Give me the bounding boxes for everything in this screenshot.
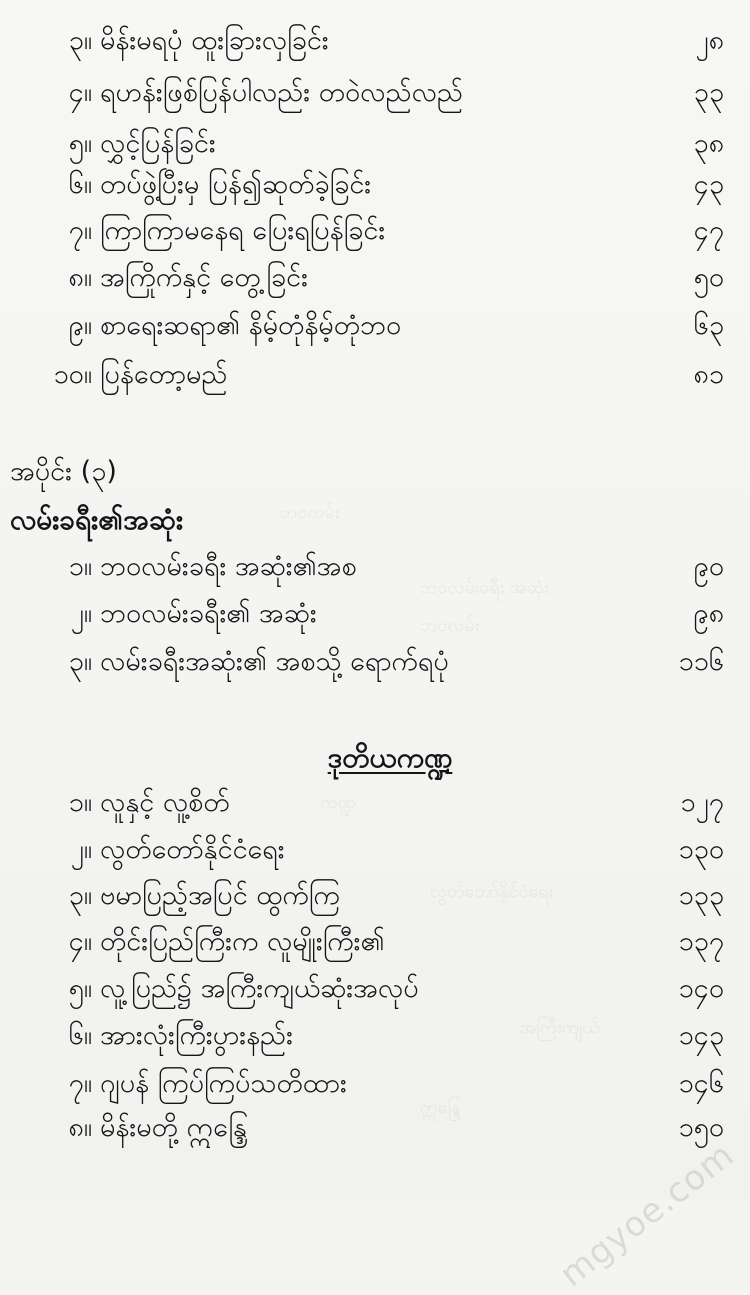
toc-title: မိန်းမရပုံ ထူးခြားလှခြင်း (100, 25, 329, 56)
toc-row (36, 1064, 724, 1104)
section-title: လမ်းခရီး၏အဆုံး (10, 503, 184, 536)
toc-title: ဗမာပြည့်အပြင် ထွက်ကြ (100, 880, 340, 911)
toc-page-number: ၁၅၀ (678, 1112, 724, 1143)
toc-row (36, 165, 724, 205)
toc-row (36, 258, 724, 298)
toc-title: စာရေးဆရာ၏ နိမ့်တုံနိမ့်တုံဘဝ (100, 310, 402, 341)
bleed-through-text: ဘဝလမ်း (280, 502, 340, 523)
toc-page-number: ၁၂၇ (680, 787, 724, 818)
toc-title: တိုင်းပြည်ကြီးက လူမျိုးကြီး၏ (100, 926, 385, 957)
toc-page-number: ၁၃၃ (678, 880, 724, 911)
section-label: အပိုင်း (၃) (10, 456, 117, 487)
toc-row (36, 876, 724, 916)
toc-page-number: ၉၀ (693, 551, 724, 582)
toc-row (36, 1016, 724, 1056)
toc-number: ၃။ (68, 646, 92, 677)
toc-title: အကြိုက်နှင့် တွေ့ခြင်း (100, 262, 308, 293)
bleed-through-text: ဘဝလမ်းခရီး အဆုံး (420, 577, 549, 598)
toc-title: လွှင့်ပြန်ခြင်း (100, 128, 216, 159)
toc-title: ကြာကြာမနေရ ပြေးရပြန်ခြင်း (100, 215, 386, 246)
toc-page-number: ၆၃ (693, 310, 724, 341)
toc-page-number: ၁၁၆ (678, 646, 724, 677)
toc-title: လူ့ပြည်၌ အကြီးကျယ်ဆုံးအလုပ် (100, 973, 419, 1004)
toc-page-number: ၉၈ (693, 598, 724, 629)
toc-row (36, 124, 724, 164)
toc-number: ၁။ (68, 551, 92, 582)
toc-page-number: ၁၃၀ (678, 834, 724, 865)
toc-number: ၆။ (68, 1020, 92, 1051)
toc-page-number: ၁၄၆ (678, 1068, 724, 1099)
toc-row (36, 642, 724, 682)
toc-title: မိန်းမတို့ ဣန္ဒြေ (100, 1112, 247, 1143)
toc-row (36, 830, 724, 870)
toc-page-number: ၃၈ (693, 128, 724, 159)
bleed-through-text: ဣန္ဒြေ (420, 1097, 461, 1118)
toc-page-number: ၂၈ (695, 25, 724, 56)
chapter-heading: ဒုတိယကဏ္ဍ (327, 741, 453, 774)
watermark: mgyoe.com (552, 1134, 742, 1295)
toc-row (36, 355, 724, 395)
toc-row (36, 922, 724, 962)
toc-number: ၁။ (68, 787, 92, 818)
toc-number: ၆။ (68, 169, 92, 200)
toc-number: ၄။ (68, 77, 92, 108)
toc-title: လူနှင့် လူ့စိတ် (100, 787, 230, 818)
toc-page-number: ၁၄၃ (678, 1020, 724, 1051)
toc-title: အားလုံးကြီးပွားနည်း (100, 1020, 294, 1051)
toc-title: ရဟန်းဖြစ်ပြန်ပါလည်း တဝဲလည်လည် (100, 77, 464, 108)
toc-row (36, 547, 724, 587)
toc-page-number: ၄၃ (693, 169, 724, 200)
toc-page-number: ၈၁ (693, 359, 724, 390)
toc-number: ၃။ (68, 25, 92, 56)
toc-page-number: ၁၃၇ (678, 926, 724, 957)
toc-row (36, 783, 724, 823)
toc-number: ၉။ (68, 310, 92, 341)
toc-page-number: ၄၇ (693, 215, 724, 246)
toc-title: တပ်ဖွဲ့ပြီးမှ ပြန်၍ဆုတ်ခဲ့ခြင်း (100, 169, 372, 200)
toc-row (36, 306, 724, 346)
toc-title: လွတ်တော်နိုင်ငံရေး (100, 834, 285, 865)
bleed-through-text: ဘဝလမ်း (420, 615, 480, 636)
bleed-through-text: ကဏ္ဍ (320, 792, 356, 813)
toc-number: ၁၀။ (53, 359, 92, 390)
toc-title: ပြန်တော့မည် (100, 359, 228, 390)
toc-page-number: ၁၄၀ (678, 973, 724, 1004)
toc-number: ၅။ (68, 128, 92, 159)
toc-number: ၈။ (68, 262, 92, 293)
toc-row (36, 1108, 724, 1148)
toc-page-number: ၅၀ (693, 262, 724, 293)
toc-row (36, 211, 724, 251)
toc-number: ၈။ (68, 1112, 92, 1143)
bleed-through-text: အကြီးကျယ် (520, 1017, 600, 1038)
toc-row (36, 73, 724, 113)
toc-title: ဂျပန် ကြပ်ကြပ်သတိထား (100, 1068, 347, 1099)
bleed-through-text: လွတ်တော်နိုင်ငံရေး (430, 881, 554, 902)
toc-number: ၃။ (68, 880, 92, 911)
toc-number: ၅။ (68, 973, 92, 1004)
toc-page-number: ၃၃ (693, 77, 724, 108)
toc-row (36, 969, 724, 1009)
toc-row (36, 21, 724, 61)
toc-number: ၇။ (68, 215, 92, 246)
toc-number: ၄။ (68, 926, 92, 957)
toc-title: ဘဝလမ်းခရီး၏ အဆုံး (100, 598, 317, 629)
toc-number: ၇။ (68, 1068, 92, 1099)
toc-title: လမ်းခရီးအဆုံး၏ အစသို့ ရောက်ရပုံ (100, 646, 449, 677)
toc-title: ဘဝလမ်းခရီး အဆုံး၏အစ (100, 551, 357, 582)
toc-row (36, 594, 724, 634)
toc-number: ၂။ (70, 598, 92, 629)
toc-number: ၂။ (70, 834, 92, 865)
